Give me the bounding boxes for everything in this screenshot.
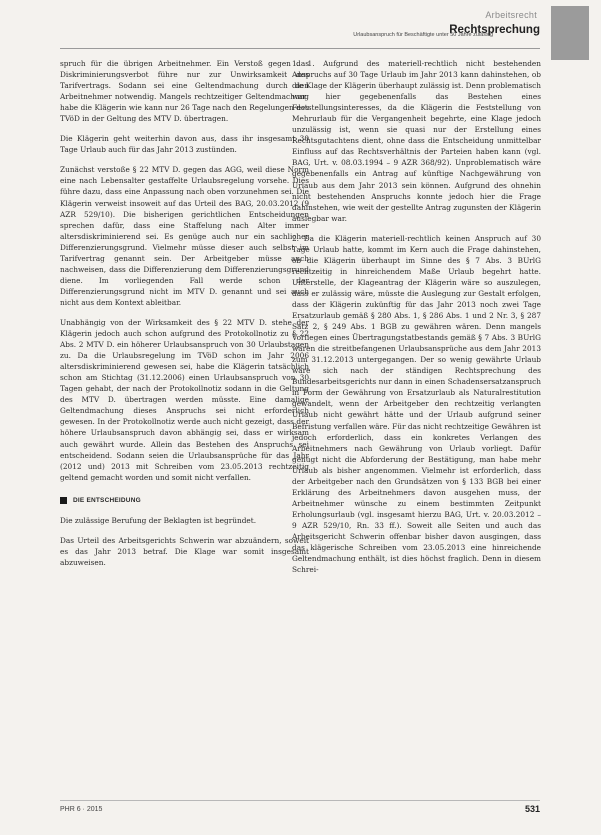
square-bullet-icon (60, 497, 67, 504)
left-column (60, 58, 309, 577)
right-column (292, 58, 541, 584)
section-label: Arbeitsrecht (485, 10, 537, 20)
section-tab-marker (551, 6, 589, 60)
paragraph: 1. 1. Aufgrund des materiell-rechtlich nicht bestehenden Anspruchs auf 30 Tage Urlaub im Jahr 2013 kann dahinstehen, ob die Klage der Klägerin überhaupt zulässig ist. Denn problematisch war hier gegebenenfalls das Bestehen eines Feststellungsinteresses, da die Klägerin die Feststellung von Mehrurlaub für die Vergangenheit begehrte, eine Klage jedoch unzulässig ist, wenn sie quasi nur der Erstellung eines Rechtsgutachtens dient, ohne dass die Entscheidung unmittelbar Einfluss auf das Rechtsverhältnis der Parteien haben kann (vgl. BAG, Urt. v. 08.03.1994 – 9 AZR 368/92). Unproblematisch wäre gegebenenfalls ein Antrag auf künftige Nachgewährung von Urlaub aus dem Jahr 2013 sein können. Aufgrund des ohnehin nicht bestehenden Anspruchs konnte jedoch hier die Frage dahinstehen, wie weit der gestellte Antrag zugunsten der Klägerin auslegbar war. (292, 59, 541, 223)
paragraph: Die zulässige Berufung der Beklagten ist begründet. (60, 515, 257, 525)
footer-rule (60, 800, 540, 801)
paragraph: Zunächst verstoße § 22 MTV D. gegen das AGG, weil diese Norm eine nach Lebensalter gestaffelte Urlaubsregelung vorsehe. Dies führe dazu, dass eine Anpassung nach oben vorzunehmen sei. Die Klägerin verweist insoweit auf das Urteil des BAG, 20.03.2012 (9 AZR 529/10). Die bisherigen gerichtlichen Entscheidungen sprechen dafür, dass eine Staffelung nach Alter immer altersdiskriminierend sei. Es genüge auch nur ein sachlicher Differenzierungsgrund. Vielmehr müsse dieser auch selbst im Tarifvertrag genannt sein. Der Arbeitgeber müsse auch nachweisen, dass die Differenzierung dem Differenzierungsgrund diene. Im vorliegenden Fall werde schon der Differenzierungsgrund nicht im MTV D. genannt und sei auch nicht aus dem Kontext ableitbar. (60, 165, 309, 307)
paragraph: Die Klägerin geht weiterhin davon aus, dass ihr insgesamt 30 Tage Urlaub auch für das Jahr 2013 zustünden. (60, 134, 309, 155)
section-heading-text: DIE ENTSCHEIDUNG (73, 496, 141, 504)
section-heading (60, 495, 309, 506)
paragraph: 2. Da die Klägerin materiell-rechtlich keinen Anspruch auf 30 Tage Urlaub hatte, kommt im Kern auch die Frage dahinstehen, ob die Klägerin überhaupt im Sinne des § 7 Abs. 3 BUrlG rechtzeitig in hinreichendem Maße Urlaub begehrt hatte. Unterstelle, der Klageantrag der Klägerin wäre so auszulegen, dass er zulässig wäre, müsste die Auslegung zur Gestalt erfolgen, dass der Klägerin zukünftig für das Jahr 2013 noch zwei Tage Ersatzurlaub gemäß § 280 Abs. 1, § 286 Abs. 1 und 2 Nr. 3, § 287 Satz 2, § 249 Abs. 1 BGB zu gewähren wären. Denn mangels Vorliegen eines Übertragungstatbestands gemäß § 7 Abs. 3 BUrlG wären die streitbefangenen Urlaubsansprüche aus dem Jahr 2013 zum 31.12.2013 untergegangen. Der so wenig gewährte Urlaub wäre sich nach der ständigen Rechtsprechung des Bundesarbeitsgerichts nur dann in einen Schadensersatzanspruch in Form der Gewährung von Ersatzurlaub als Naturalrestitution gewandelt, wenn der Arbeitgeber den rechtzeitig verlangten Urlaub nicht gewährt hätte und der Urlaub aufgrund seiner Befristung verfallen wäre. Für das nicht rechtzeitige Gewähren ist jedoch erforderlich, dass ein konkretes Verlangen des Arbeitnehmers nach Gewährung von Urlaub vorliegt. Dafür genügt nicht die Abforderung der Bestätigung, man habe mehr Urlaub als bisher angenommen. Vielmehr ist erforderlich, dass der Arbeitgeber nach den Grundsätzen von § 133 BGB bei einer Erklärung des Arbeitnehmers davon ausgehen muss, der Arbeitnehmer wünsche zu einem bestimmten Zeitpunkt Erholungsurlaub (vgl. insgesamt hierzu BAG, Urt. v. 20.03.2012 – 9 AZR 529/10, Rn. 33 ff.). Soweit alle Seiten und auch das Arbeitsgericht Schwerin offenbar bisher davon ausgingen, dass das klägerische Schreiben vom 23.05.2013 eine hinreichende Geltendmachung enthält, ist dies höchst fraglich. Denn in diesem Schrei- (292, 233, 541, 575)
page-number: 531 (524, 804, 540, 814)
header-rule (60, 48, 540, 49)
paragraph: Das Urteil des Arbeitsgerichts Schwerin war abzuändern, soweit es das Jahr 2013 betraf. Die Klage war somit insgesamt abzuweisen. (60, 535, 309, 567)
header-title: Rechtsprechung (449, 24, 540, 36)
header-subtitle: Urlaubsanspruch für Beschäftigte unter 50 Jahre zulässig (353, 32, 493, 38)
journal-issue: PHR 6 · 2015 (60, 806, 103, 813)
paragraph: spruch für die übrigen Arbeitnehmer. Ein Verstoß gegen das Diskriminierungsverbot führe nur zur Unwirksamkeit des Tarifvertrags. Sodann sei eine Geltendmachung durch den Arbeitnehmer notwendig. Mangels rechtzeitiger Geltendmachung habe die Klägerin wie kann nur 26 Tage nach den Regelungen des TVöD in der Geltung des MTV D. übertragen. (60, 59, 309, 124)
paragraph: Unabhängig von der Wirksamkeit des § 22 MTV D. stehe der Klägerin jedoch auch schon aufgrund des Protokollnotiz zu § 22 Abs. 2 MTV D. ein höherer Urlaubsanspruch von 30 Urlaubstagen zu. Da die Urlaubsregelung im TVöD schon im Jahr 2006 altersdiskriminierend gewesen sei, habe die Klägerin tatsächlich schon am Stichtag (31.12.2006) einen Urlaubsanspruch von 30 Tagen gehabt, der nach der Protokollnotiz sodann in die Geltung des MTV D. übertragen werden müsste. Eine damalige Geltendmachung dieses Anspruchs sei nicht erforderlich gewesen. In der Protokollnotiz werde auch nicht gezeigt, dass der höhere Urlaubsanspruch davon abhängig sei, dass er wirksam auch gewährt wurde. Allein das Bestehen des Anspruchs sei entscheidend. Sodann seien die Urlaubsansprüche für das Jahr (2012 und) 2013 mit Schreiben vom 23.05.2013 rechtzeitig geltend gemacht worden und somit nicht verfallen. (60, 317, 309, 482)
